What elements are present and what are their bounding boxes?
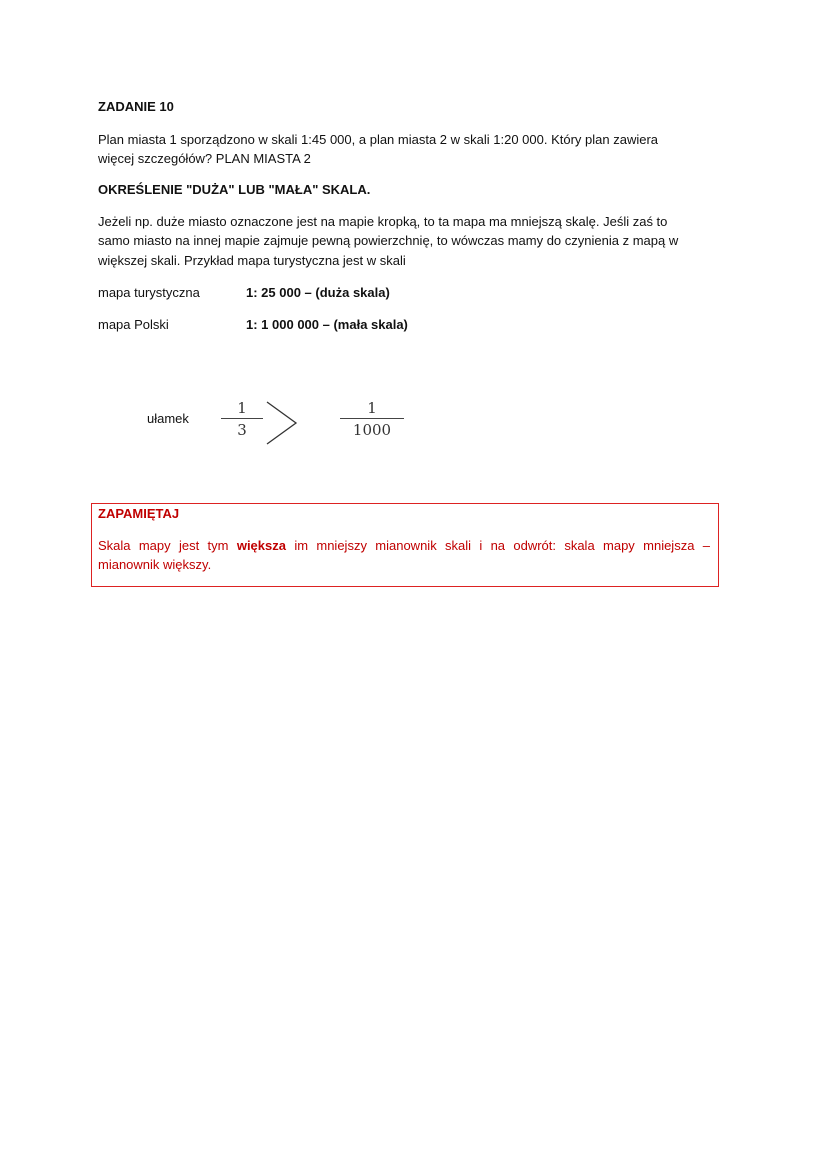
section-line: Jeżeli np. duże miasto oznaczone jest na mapie kropką, to ta mapa ma mniejszą skalę. Jeśli zaś to xyxy=(98,214,668,229)
example-value: 1: 1 000 000 – (mała skala) xyxy=(246,317,408,332)
numerator: 1 xyxy=(237,399,247,417)
remember-text: im mniejszy mianownik skali i na odwrót: skala mapy mniejsza – xyxy=(294,538,710,553)
section-heading: OKREŚLENIE "DUŻA" LUB "MAŁA" SKALA. xyxy=(98,182,371,197)
remember-title: ZAPAMIĘTAJ xyxy=(98,506,180,521)
denominator: 3 xyxy=(237,421,247,439)
example-label: mapa turystyczna xyxy=(98,285,200,300)
fraction-right xyxy=(340,399,404,439)
fraction-left xyxy=(221,399,263,439)
example-value: 1: 25 000 – (duża skala) xyxy=(246,285,390,300)
remember-text: Skala mapy jest tym xyxy=(98,538,229,553)
remember-emphasis: większa xyxy=(236,538,286,553)
section-line: większej skali. Przykład mapa turystyczna jest w skali xyxy=(98,253,406,268)
remember-line xyxy=(98,538,710,553)
greater-than-sign xyxy=(264,400,300,446)
task-line: więcej szczegółów? PLAN MIASTA 2 xyxy=(98,151,311,166)
numerator: 1 xyxy=(367,399,377,417)
task-line: Plan miasta 1 sporządzono w skali 1:45 000, a plan miasta 2 w skali 1:20 000. Który plan zawiera xyxy=(98,132,659,147)
task-title: ZADANIE 10 xyxy=(98,99,174,114)
example-label: mapa Polski xyxy=(98,317,169,332)
denominator: 1000 xyxy=(352,421,392,439)
fraction-label: ułamek xyxy=(147,411,189,426)
remember-line: mianownik większy. xyxy=(98,557,212,572)
section-line: samo miasto na innej mapie zajmuje pewną powierzchnię, to wówczas mamy do czynienia z mapą w xyxy=(98,233,679,248)
